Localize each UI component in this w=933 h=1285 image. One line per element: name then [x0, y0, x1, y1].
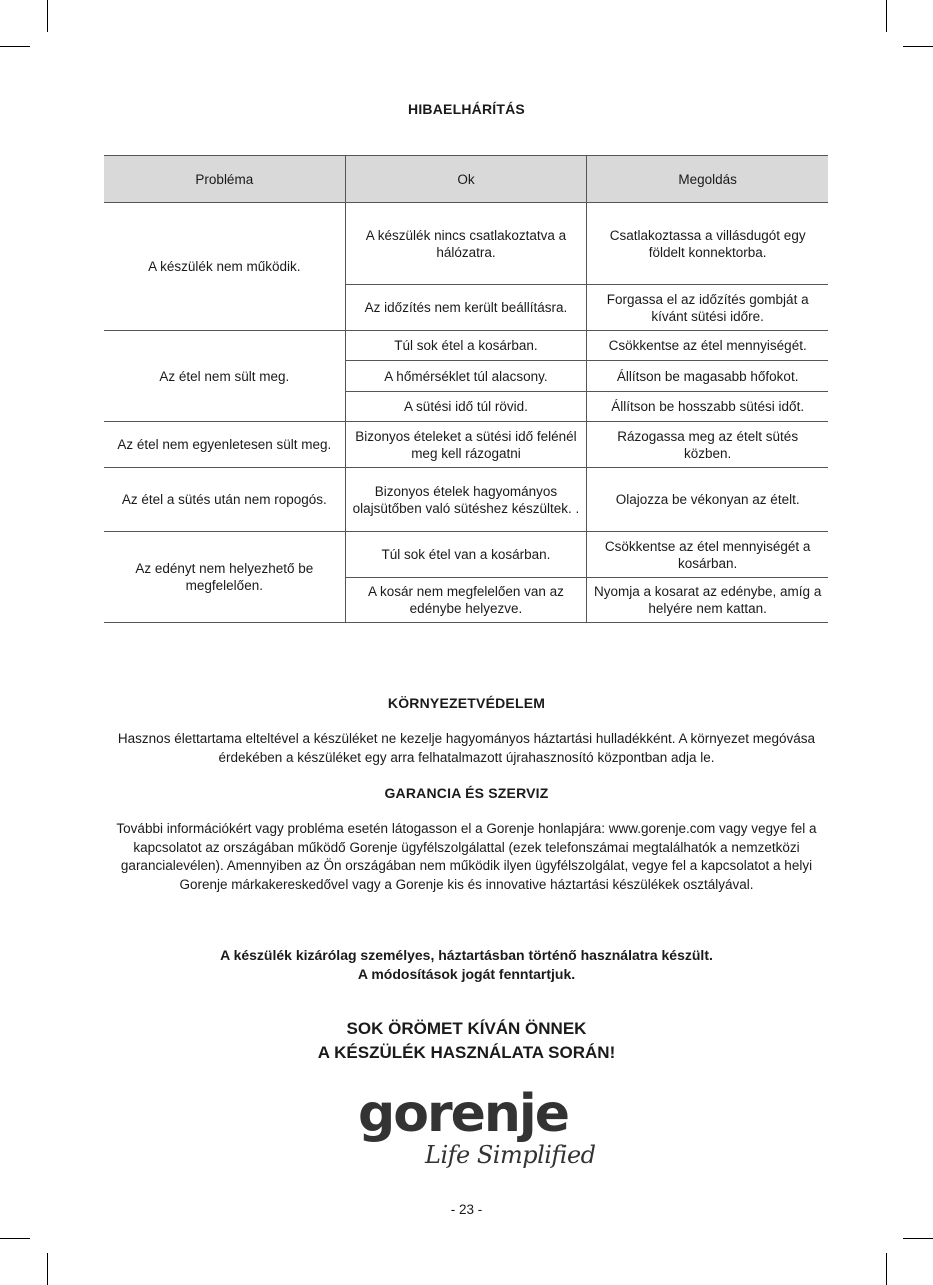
brand-tagline: Life Simplified: [425, 1141, 596, 1169]
crop-mark: [903, 1238, 933, 1239]
crop-mark: [0, 1238, 30, 1239]
crop-mark: [47, 0, 48, 32]
troubleshooting-table: [104, 155, 828, 623]
cause-cell: A hőmérséklet túl alacsony.: [345, 361, 587, 392]
warranty-heading: GARANCIA ÉS SZERVIZ: [384, 785, 549, 801]
table-row: [104, 532, 828, 578]
crop-mark: [886, 1253, 887, 1285]
problem-cell: Az étel nem sült meg.: [104, 331, 345, 422]
notice-line-1: A készülék kizárólag személyes, háztartásban történő használatra készült.: [220, 947, 713, 963]
closing-line-2: A KÉSZÜLÉK HASZNÁLATA SORÁN!: [317, 1043, 616, 1062]
problem-cell: Az étel nem egyenletesen sült meg.: [104, 422, 345, 468]
solution-cell: Állítson be hosszabb sütési időt.: [587, 392, 828, 422]
table-row: [104, 422, 828, 468]
cause-cell: Az időzítés nem került beállításra.: [345, 285, 587, 331]
problem-cell: Az edényt nem helyezhető be megfelelően.: [104, 532, 345, 623]
problem-cell: A készülék nem működik.: [104, 203, 345, 331]
crop-mark: [47, 1253, 48, 1285]
crop-mark: [886, 0, 887, 32]
table-header-row: [104, 156, 828, 203]
page-number: - 23 -: [450, 1202, 483, 1217]
crop-mark: [903, 46, 933, 47]
solution-cell: Olajozza be vékonyan az ételt.: [587, 468, 828, 532]
table-row: [104, 331, 828, 361]
solution-cell: Állítson be magasabb hőfokot.: [587, 361, 828, 392]
solution-cell: Csökkentse az étel mennyiségét.: [587, 331, 828, 361]
solution-cell: Csökkentse az étel mennyiségét a kosárban.: [587, 532, 828, 578]
cause-cell: Túl sok étel van a kosárban.: [345, 532, 587, 578]
header-problem: Probléma: [104, 156, 345, 203]
closing-line-1: SOK ÖRÖMET KÍVÁN ÖNNEK: [346, 1019, 587, 1038]
solution-cell: Nyomja a kosarat az edénybe, amíg a helyére nem kattan.: [587, 578, 828, 623]
closing-message: [0, 1017, 933, 1065]
cause-cell: A készülék nincs csatlakoztatva a hálózatra.: [345, 203, 587, 285]
solution-cell: Rázogassa meg az ételt sütés közben.: [587, 422, 828, 468]
environment-heading: KÖRNYEZETVÉDELEM: [387, 695, 546, 711]
header-cause: Ok: [345, 156, 587, 203]
cause-cell: Bizonyos ételeket a sütési idő felénél meg kell rázogatni: [345, 422, 587, 468]
cause-cell: A kosár nem megfelelően van az edénybe helyezve.: [345, 578, 587, 623]
notice-line-2: A módosítások jogát fenntartjuk.: [357, 965, 576, 982]
solution-cell: Forgassa el az időzítés gombját a kívánt sütési időre.: [587, 285, 828, 331]
problem-cell: Az étel a sütés után nem ropogós.: [104, 468, 345, 532]
cause-cell: Túl sok étel a kosárban.: [345, 331, 587, 361]
warranty-text: További információkért vagy probléma esetén látogasson el a Gorenje honlapjára: www.gorenje.com vagy vegye fel a kapcsolatot az országában működő Gorenje ügyfélszolgálattal (ezek telefonszámai megtalálhatók a nemzetközi garancialevélen). Amennyiben az Ön országában nem működik ilyen ügyfélszolgálat, vegye fel a kapcsolatot a helyi Gorenje márkakereskedővel vagy a Gorenje kis és innovative háztartási készülékek osztályával.: [116, 821, 817, 892]
environment-text: Hasznos élettartama elteltével a készüléket ne kezelje hagyományos háztartási hulladékként. A környezet megóvása érdekében a készüléket egy arra felhatalmazott újrahasznosító központban adja le.: [117, 731, 816, 765]
table-row: [104, 468, 828, 532]
solution-cell: Csatlakoztassa a villásdugót egy földelt konnektorba.: [587, 203, 828, 285]
notice: [110, 946, 823, 983]
gorenje-logo: gorenje: [358, 1084, 568, 1144]
table-row: [104, 203, 828, 285]
troubleshooting-heading: HIBAELHÁRÍTÁS: [408, 101, 525, 117]
header-solution: Megoldás: [587, 156, 828, 203]
cause-cell: Bizonyos ételek hagyományos olajsütőben való sütéshez készültek. .: [345, 468, 587, 532]
cause-cell: A sütési idő túl rövid.: [345, 392, 587, 422]
crop-mark: [0, 46, 30, 47]
